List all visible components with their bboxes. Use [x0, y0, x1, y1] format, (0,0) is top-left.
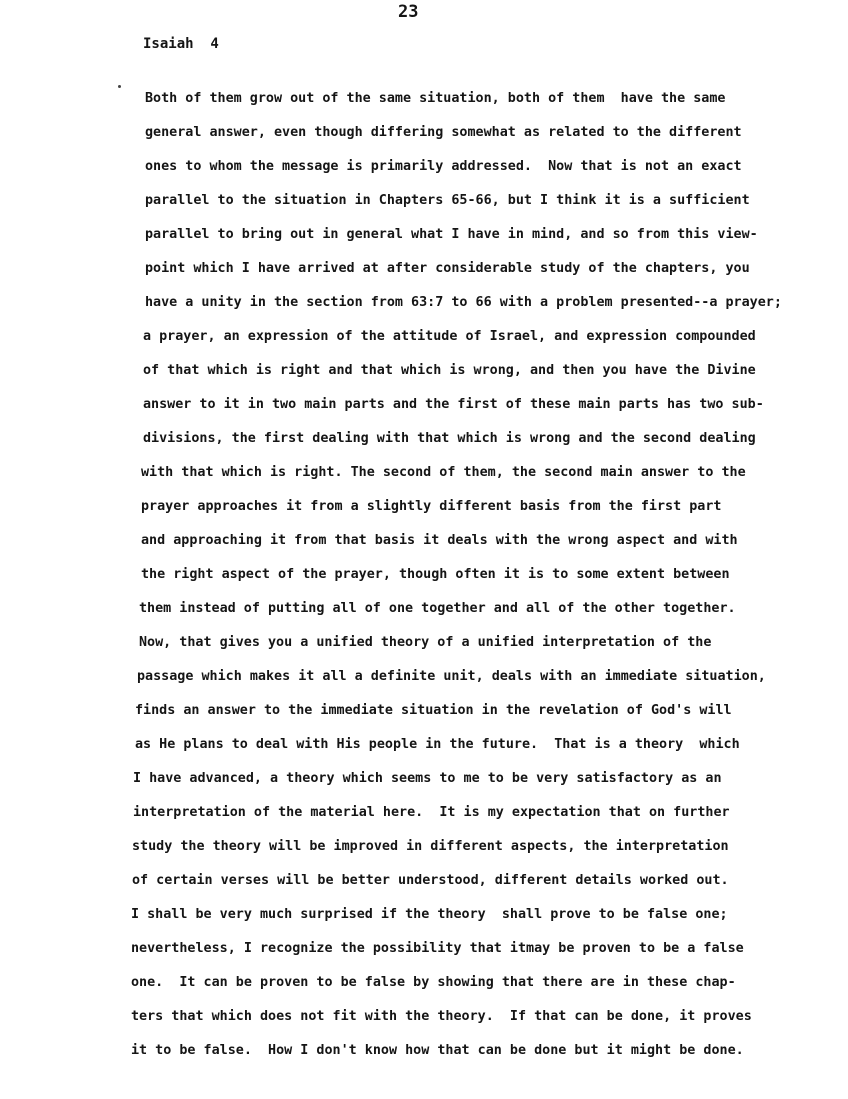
text-line: divisions, the first dealing with that which is wrong and the second dealing [143, 431, 756, 446]
text-line: point which I have arrived at after considerable study of the chapters, you [145, 261, 750, 276]
text-line: ones to whom the message is primarily addressed. Now that is not an exact [145, 159, 742, 174]
text-line: it to be false. How I don't know how that can be done but it might be done. [131, 1043, 744, 1058]
text-line: them instead of putting all of one together and all of the other together. [139, 601, 736, 616]
text-line: and approaching it from that basis it deals with the wrong aspect and with [141, 533, 738, 548]
text-line: the right aspect of the prayer, though often it is to some extent between [141, 567, 730, 582]
text-line: finds an answer to the immediate situation in the revelation of God's will [135, 703, 732, 718]
text-line: with that which is right. The second of them, the second main answer to the [141, 465, 746, 480]
text-line: parallel to bring out in general what I have in mind, and so from this view- [145, 227, 758, 242]
text-line: as He plans to deal with His people in the future. That is a theory which [135, 737, 740, 752]
text-line: interpretation of the material here. It is my expectation that on further [133, 805, 730, 820]
text-line: Both of them grow out of the same situation, both of them have the same [145, 91, 726, 106]
text-line: passage which makes it all a definite unit, deals with an immediate situation, [137, 669, 766, 684]
text-line: I shall be very much surprised if the theory shall prove to be false one; [131, 907, 728, 922]
text-line: have a unity in the section from 63:7 to 66 with a problem presented--a prayer; [145, 295, 782, 310]
text-line: Now, that gives you a unified theory of a unified interpretation of the [139, 635, 712, 650]
text-line: of that which is right and that which is wrong, and then you have the Divine [143, 363, 756, 378]
text-line: nevertheless, I recognize the possibility that itmay be proven to be a false [131, 941, 744, 956]
text-line: study the theory will be improved in different aspects, the interpretation [132, 839, 729, 854]
page-number: 23 [398, 2, 419, 22]
text-line: general answer, even though differing somewhat as related to the different [145, 125, 742, 140]
text-line: I have advanced, a theory which seems to me to be very satisfactory as an [133, 771, 722, 786]
text-line: one. It can be proven to be false by showing that there are in these chap- [131, 975, 736, 990]
text-line: a prayer, an expression of the attitude of Israel, and expression compounded [143, 329, 756, 344]
text-line: parallel to the situation in Chapters 65-66, but I think it is a sufficient [145, 193, 750, 208]
text-line: of certain verses will be better understood, different details worked out. [132, 873, 729, 888]
text-line: prayer approaches it from a slightly different basis from the first part [141, 499, 722, 514]
text-line: answer to it in two main parts and the first of these main parts has two sub- [143, 397, 764, 412]
page-header: Isaiah 4 [143, 36, 219, 52]
margin-mark [118, 85, 121, 88]
text-line: ters that which does not fit with the theory. If that can be done, it proves [131, 1009, 752, 1024]
